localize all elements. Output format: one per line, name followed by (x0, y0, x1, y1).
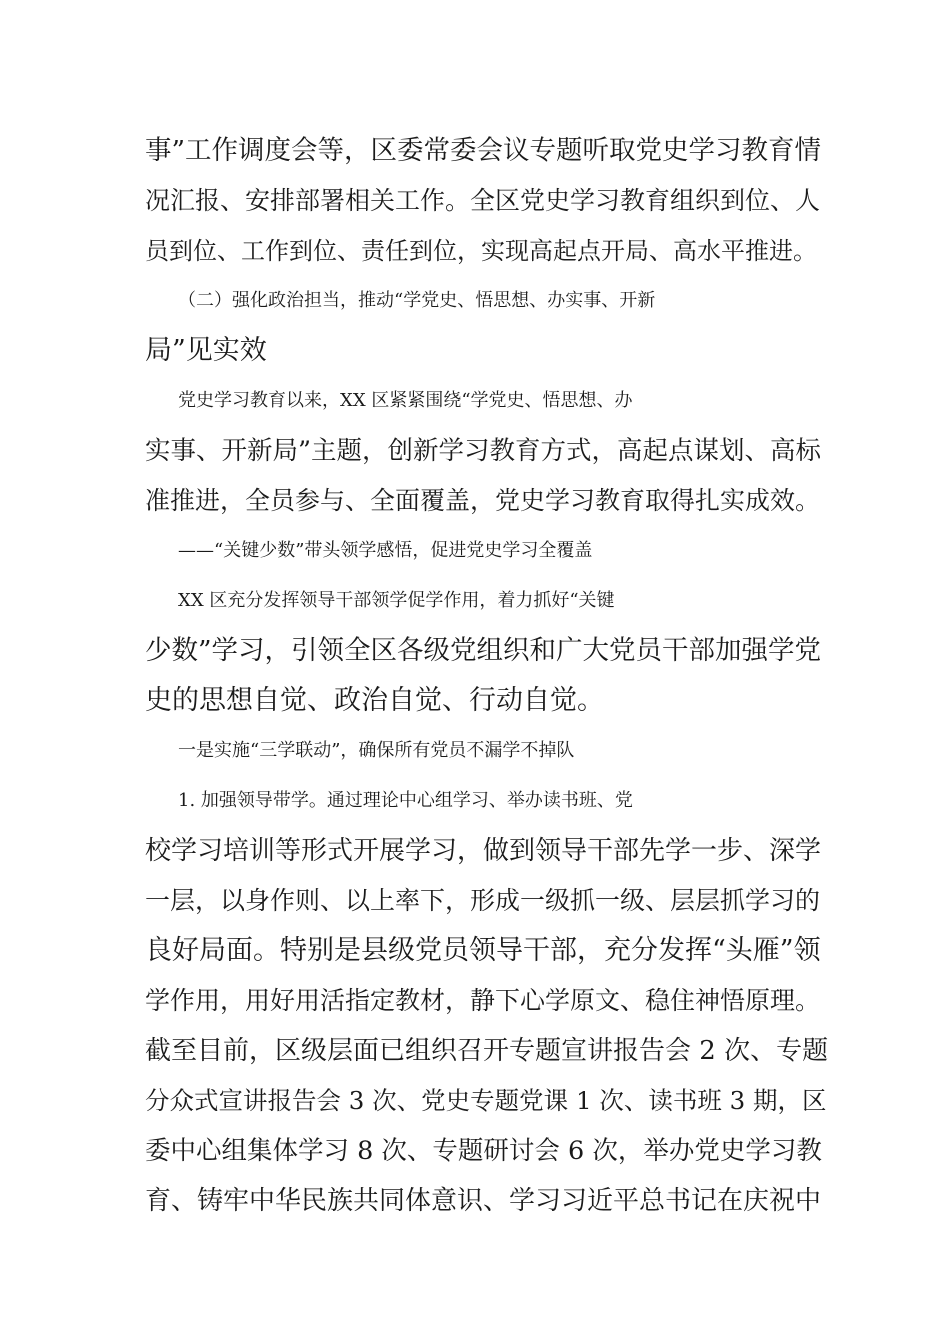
section-heading-continued: 局”见实效 (145, 335, 267, 366)
text-line: 一层，以身作则、以上率下，形成一级抓一级、层层抓学习的 (145, 886, 821, 915)
text-line: 员到位、工作到位、责任到位，实现高起点开局、高水平推进。 (145, 237, 817, 265)
text-line: 截至目前，区级层面已组织召开专题宣讲报告会 2 次、专题 (145, 1036, 829, 1066)
text-line: 校学习培训等形式开展学习，做到领导干部先学一步、深学 (145, 836, 822, 866)
subheading: 一是实施“三学联动”，确保所有党员不漏学不掉队 (178, 740, 575, 761)
text-line: 况汇报、安排部署相关工作。全区党史学习教育组织到位、人 (145, 186, 821, 215)
text-line: 委中心组集体学习 8 次、专题研讨会 6 次，举办党史学习教 (145, 1136, 822, 1166)
text-line: 良好局面。特别是县级党员领导干部，充分发挥“头雁”领 (145, 935, 821, 966)
text-line: 分众式宣讲报告会 3 次、党史专题党课 1 次、读书班 3 期，区 (145, 1086, 827, 1115)
text-line: XX 区充分发挥领导干部领学促学作用，着力抓好“关键 (178, 590, 615, 611)
text-line: 学作用，用好用活指定教材，静下心学原文、稳住神悟原理。 (145, 986, 821, 1015)
text-line: 史的思想自觉、政治自觉、行动自觉。 (145, 685, 604, 716)
text-line: 1. 加强领导带学。通过理论中心组学习、举办读书班、党 (178, 790, 633, 811)
text-line: 少数”学习，引领全区各级党组织和广大党员干部加强学党 (145, 635, 822, 666)
text-line: 准推进，全员参与、全面覆盖，党史学习教育取得扎实成效。 (145, 486, 821, 515)
text-line: 实事、开新局”主题，创新学习教育方式，高起点谋划、高标 (145, 436, 822, 466)
subheading: ——“关键少数”带头领学感悟，促进党史学习全覆盖 (178, 540, 593, 561)
text-line: 党史学习教育以来，XX 区紧紧围绕“学党史、悟思想、办 (178, 390, 633, 411)
section-heading: （二）强化政治担当，推动“学党史、悟思想、办实事、开新 (178, 290, 656, 311)
text-line: 育、铸牢中华民族共同体意识、学习习近平总书记在庆祝中 (145, 1186, 822, 1216)
text-line: 事”工作调度会等，区委常委会议专题听取党史学习教育情 (145, 135, 822, 166)
